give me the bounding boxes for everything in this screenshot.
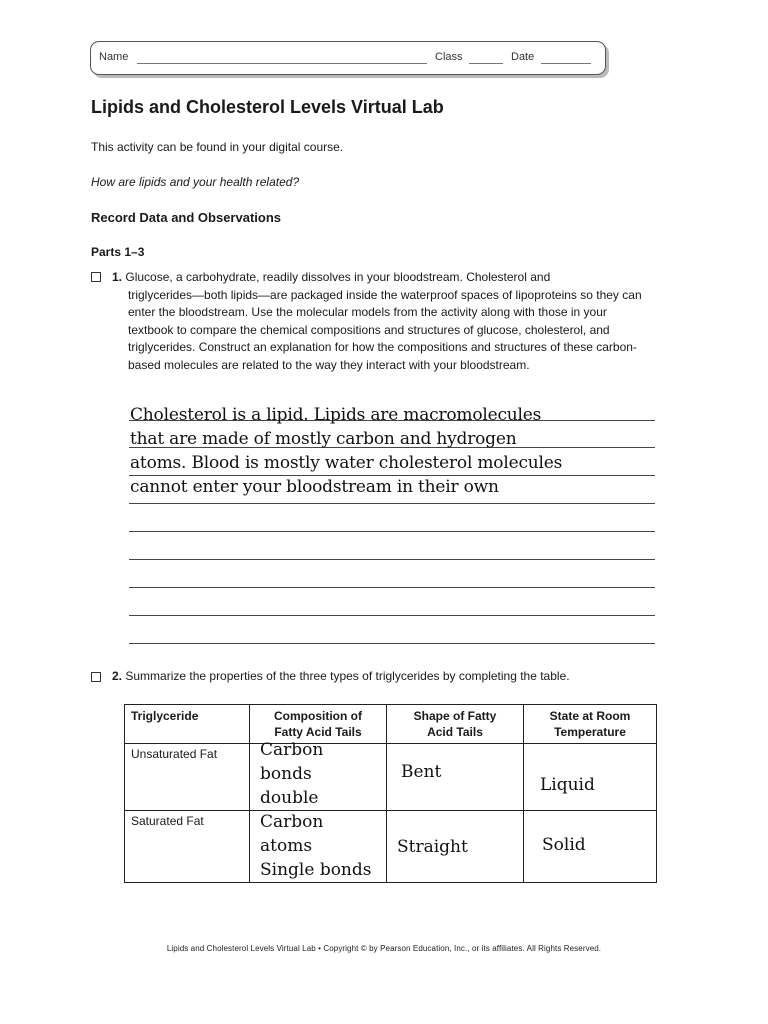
answer-line — [129, 559, 655, 560]
state-cell[interactable]: Solid — [524, 811, 657, 883]
shape-cell[interactable]: Straight — [387, 811, 524, 883]
question-2 — [112, 669, 570, 683]
copyright-footer: Lipids and Cholesterol Levels Virtual Lab • Copyright © by Pearson Education, Inc., or its affiliates. All Rights Reserved. — [166, 944, 602, 953]
table-row — [125, 811, 657, 883]
handwritten-answer-line: that are made of mostly carbon and hydrogen — [130, 429, 517, 449]
name-class-date-bar — [90, 41, 606, 75]
class-field[interactable] — [469, 63, 503, 64]
q2-text: Summarize the properties of the three types of triglycerides by completing the table. — [125, 669, 570, 683]
answer-line — [129, 615, 655, 616]
q1-checkbox[interactable] — [91, 272, 101, 282]
table-row — [125, 744, 657, 811]
shape-cell[interactable]: Bent — [387, 744, 524, 811]
answer-line — [129, 531, 655, 532]
class-label: Class — [435, 51, 463, 63]
question-1 — [112, 269, 652, 375]
answer-line — [129, 587, 655, 588]
essential-question: How are lipids and your health related? — [91, 175, 300, 189]
handwritten-answer-line: atoms. Blood is mostly water cholesterol molecules — [130, 453, 563, 473]
date-field[interactable] — [541, 63, 591, 64]
col-header-triglyceride: Triglyceride — [125, 705, 250, 744]
date-label: Date — [511, 51, 535, 63]
state-cell[interactable]: Liquid — [524, 744, 657, 811]
row-name-cell: Saturated Fat — [125, 811, 250, 883]
handwritten-answer-line: cannot enter your bloodstream in their own — [130, 477, 499, 497]
answer-line — [129, 643, 655, 644]
col-header-shape: Shape of Fatty Acid Tails — [387, 705, 524, 744]
name-field[interactable] — [137, 63, 427, 64]
col-header-state: State at Room Temperature — [524, 705, 657, 744]
table-header-row — [125, 705, 657, 744]
q1-number: 1. — [112, 270, 123, 284]
composition-cell[interactable]: Carbon atoms Single bonds — [250, 811, 387, 883]
row-name-cell: Unsaturated Fat — [125, 744, 250, 811]
handwritten-answer-line: Cholesterol is a lipid. Lipids are macromolecules — [130, 405, 542, 425]
page-title: Lipids and Cholesterol Levels Virtual Lab — [91, 97, 444, 117]
section-heading: Record Data and Observations — [91, 210, 281, 225]
q2-checkbox[interactable] — [91, 672, 101, 682]
composition-cell[interactable]: Carbon bonds double — [250, 744, 387, 811]
answer-line — [129, 475, 655, 476]
name-label: Name — [99, 51, 129, 63]
intro-text: This activity can be found in your digital course. — [91, 140, 344, 154]
q1-text: triglycerides—both lipids—are packaged inside the waterproof spaces of lipoproteins so they can enter the bloodstream. Use the molecular models from the activity along with those in your textbook to compare the chemical compositions and structures of glucose, cholesterol, and triglycerides. Construct an explanation for how the compositions and structures of these carbon-based molecules are related to the way they interact with your bloodstream. — [128, 287, 642, 372]
triglyceride-table — [124, 704, 657, 883]
answer-line — [129, 503, 655, 504]
q2-number: 2. — [112, 669, 123, 683]
parts-heading: Parts 1–3 — [91, 245, 145, 259]
col-header-composition: Composition of Fatty Acid Tails — [250, 705, 387, 744]
q1-first-line: Glucose, a carbohydrate, readily dissolves in your bloodstream. Cholesterol and — [125, 270, 551, 284]
